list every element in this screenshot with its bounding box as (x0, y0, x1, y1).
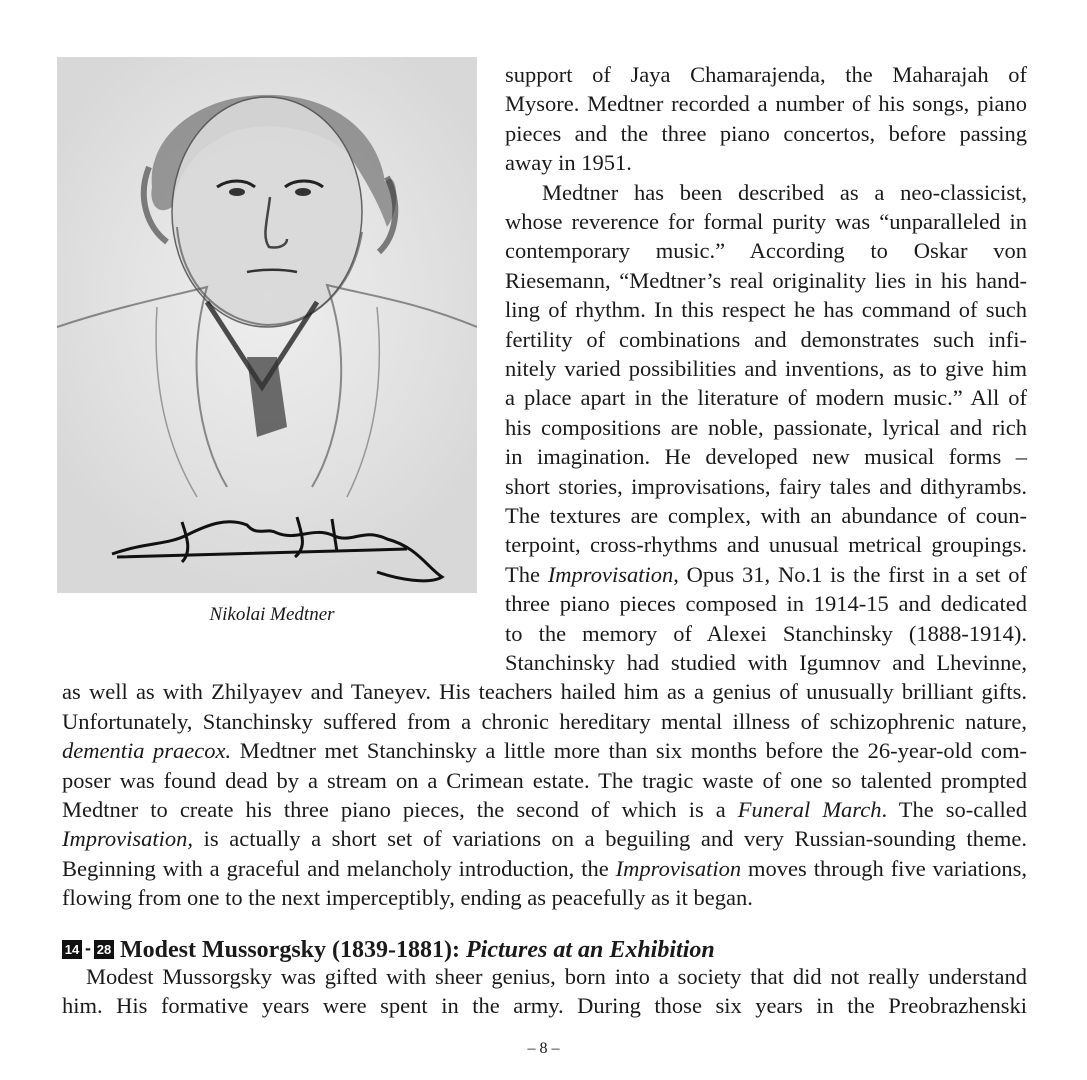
paragraph-start: Modest Mussorgsky was gifted with sheer genius, born into a society that did not really understand (86, 964, 1027, 989)
text-line: his compositions are noble, passionate, lyrical and rich (505, 414, 1027, 440)
text-line: Improvisation, is actually a short set of variations on a beguiling and very Russian-sounding theme. (62, 826, 1027, 852)
text-line: fertility of combinations and demonstrates such infi- (505, 326, 1027, 352)
text-line: dementia praecox. Medtner met Stanchinsky a little more than six months before the 26-year-old com- (62, 738, 1027, 764)
text-line: whose reverence for formal purity was “unparalleled in (505, 209, 1027, 234)
text-line: Riesemann, “Medtner’s real originality lies in his hand- (505, 267, 1027, 293)
section-heading (62, 932, 1027, 966)
text-line: a place apart in the literature of modern music.” All of (505, 385, 1027, 411)
text-line: poser was found dead by a stream on a Crimean estate. The tragic waste of one so talented prompted (62, 767, 1027, 793)
text-line: as well as with Zhilyayev and Taneyev. His teachers hailed him as a genius of unusually brilliant gifts. (62, 679, 1027, 705)
work-title: Improvisation, (62, 826, 194, 852)
text-line: pieces and the three piano concertos, before passing (505, 120, 1027, 146)
track-badge-end: 28 (94, 940, 114, 959)
text-line: him. His formative years were spent in the army. During those six years in the Preobrazhenski (62, 993, 1027, 1019)
text-line: Unfortunately, Stanchinsky suffered from a chronic hereditary mental illness of schizophrenic nature, (62, 708, 1027, 734)
text-line: nitely varied possibilities and inventions, as to give him (505, 356, 1027, 381)
page-number: – 8 – (527, 1040, 560, 1057)
text-line: The textures are complex, with an abundance of coun- (505, 503, 1027, 528)
work-title: Improvisation (547, 561, 674, 587)
composer-name: Modest Mussorgsky (1839-1881): (120, 937, 460, 963)
text-line: away in 1951. (505, 150, 632, 176)
text-line: Stanchinsky had studied with Igumnov and Lhevinne, (505, 650, 1027, 675)
text-line: three piano pieces composed in 1914-15 and dedicated (505, 591, 1027, 617)
text-line: terpoint, cross-rhythms and unusual metrical groupings. (505, 532, 1027, 558)
text-line: contemporary music.” According to Oskar von (505, 238, 1027, 264)
text-line: Medtner to create his three piano pieces, the second of which is a Funeral March. The so-called (62, 797, 1027, 822)
text-line: flowing from one to the next imperceptibly, ending as peacefully as it began. (62, 885, 753, 911)
text-line: support of Jaya Chamarajenda, the Maharajah of (505, 62, 1027, 87)
track-badge-start: 14 (62, 940, 82, 959)
text-line: Mysore. Medtner recorded a number of his songs, piano (505, 91, 1027, 117)
portrait-sketch-icon (57, 57, 477, 593)
portrait-caption: Nikolai Medtner (209, 604, 335, 625)
work-title: Pictures at an Exhibition (465, 937, 715, 963)
portrait-image (57, 57, 477, 593)
track-separator: - (85, 938, 91, 958)
work-title: Funeral March (737, 797, 882, 822)
text-line: ling of rhythm. In this respect he has command of such (505, 297, 1027, 323)
text-line: to the memory of Alexei Stanchinsky (1888-1914). (505, 620, 1027, 646)
work-title: Improvisation (615, 855, 742, 881)
text-line: Beginning with a graceful and melancholy introduction, the Improvisation moves through five variations, (62, 855, 1027, 881)
text-line: The Improvisation, Opus 31, No.1 is the first in a set of (505, 561, 1028, 587)
paragraph-start: Medtner has been described as a neo-classicist, (542, 179, 1027, 205)
text-line: short stories, improvisations, fairy tales and dithyrambs. (505, 473, 1027, 499)
text-line: in imagination. He developed new musical forms – (505, 444, 1027, 470)
